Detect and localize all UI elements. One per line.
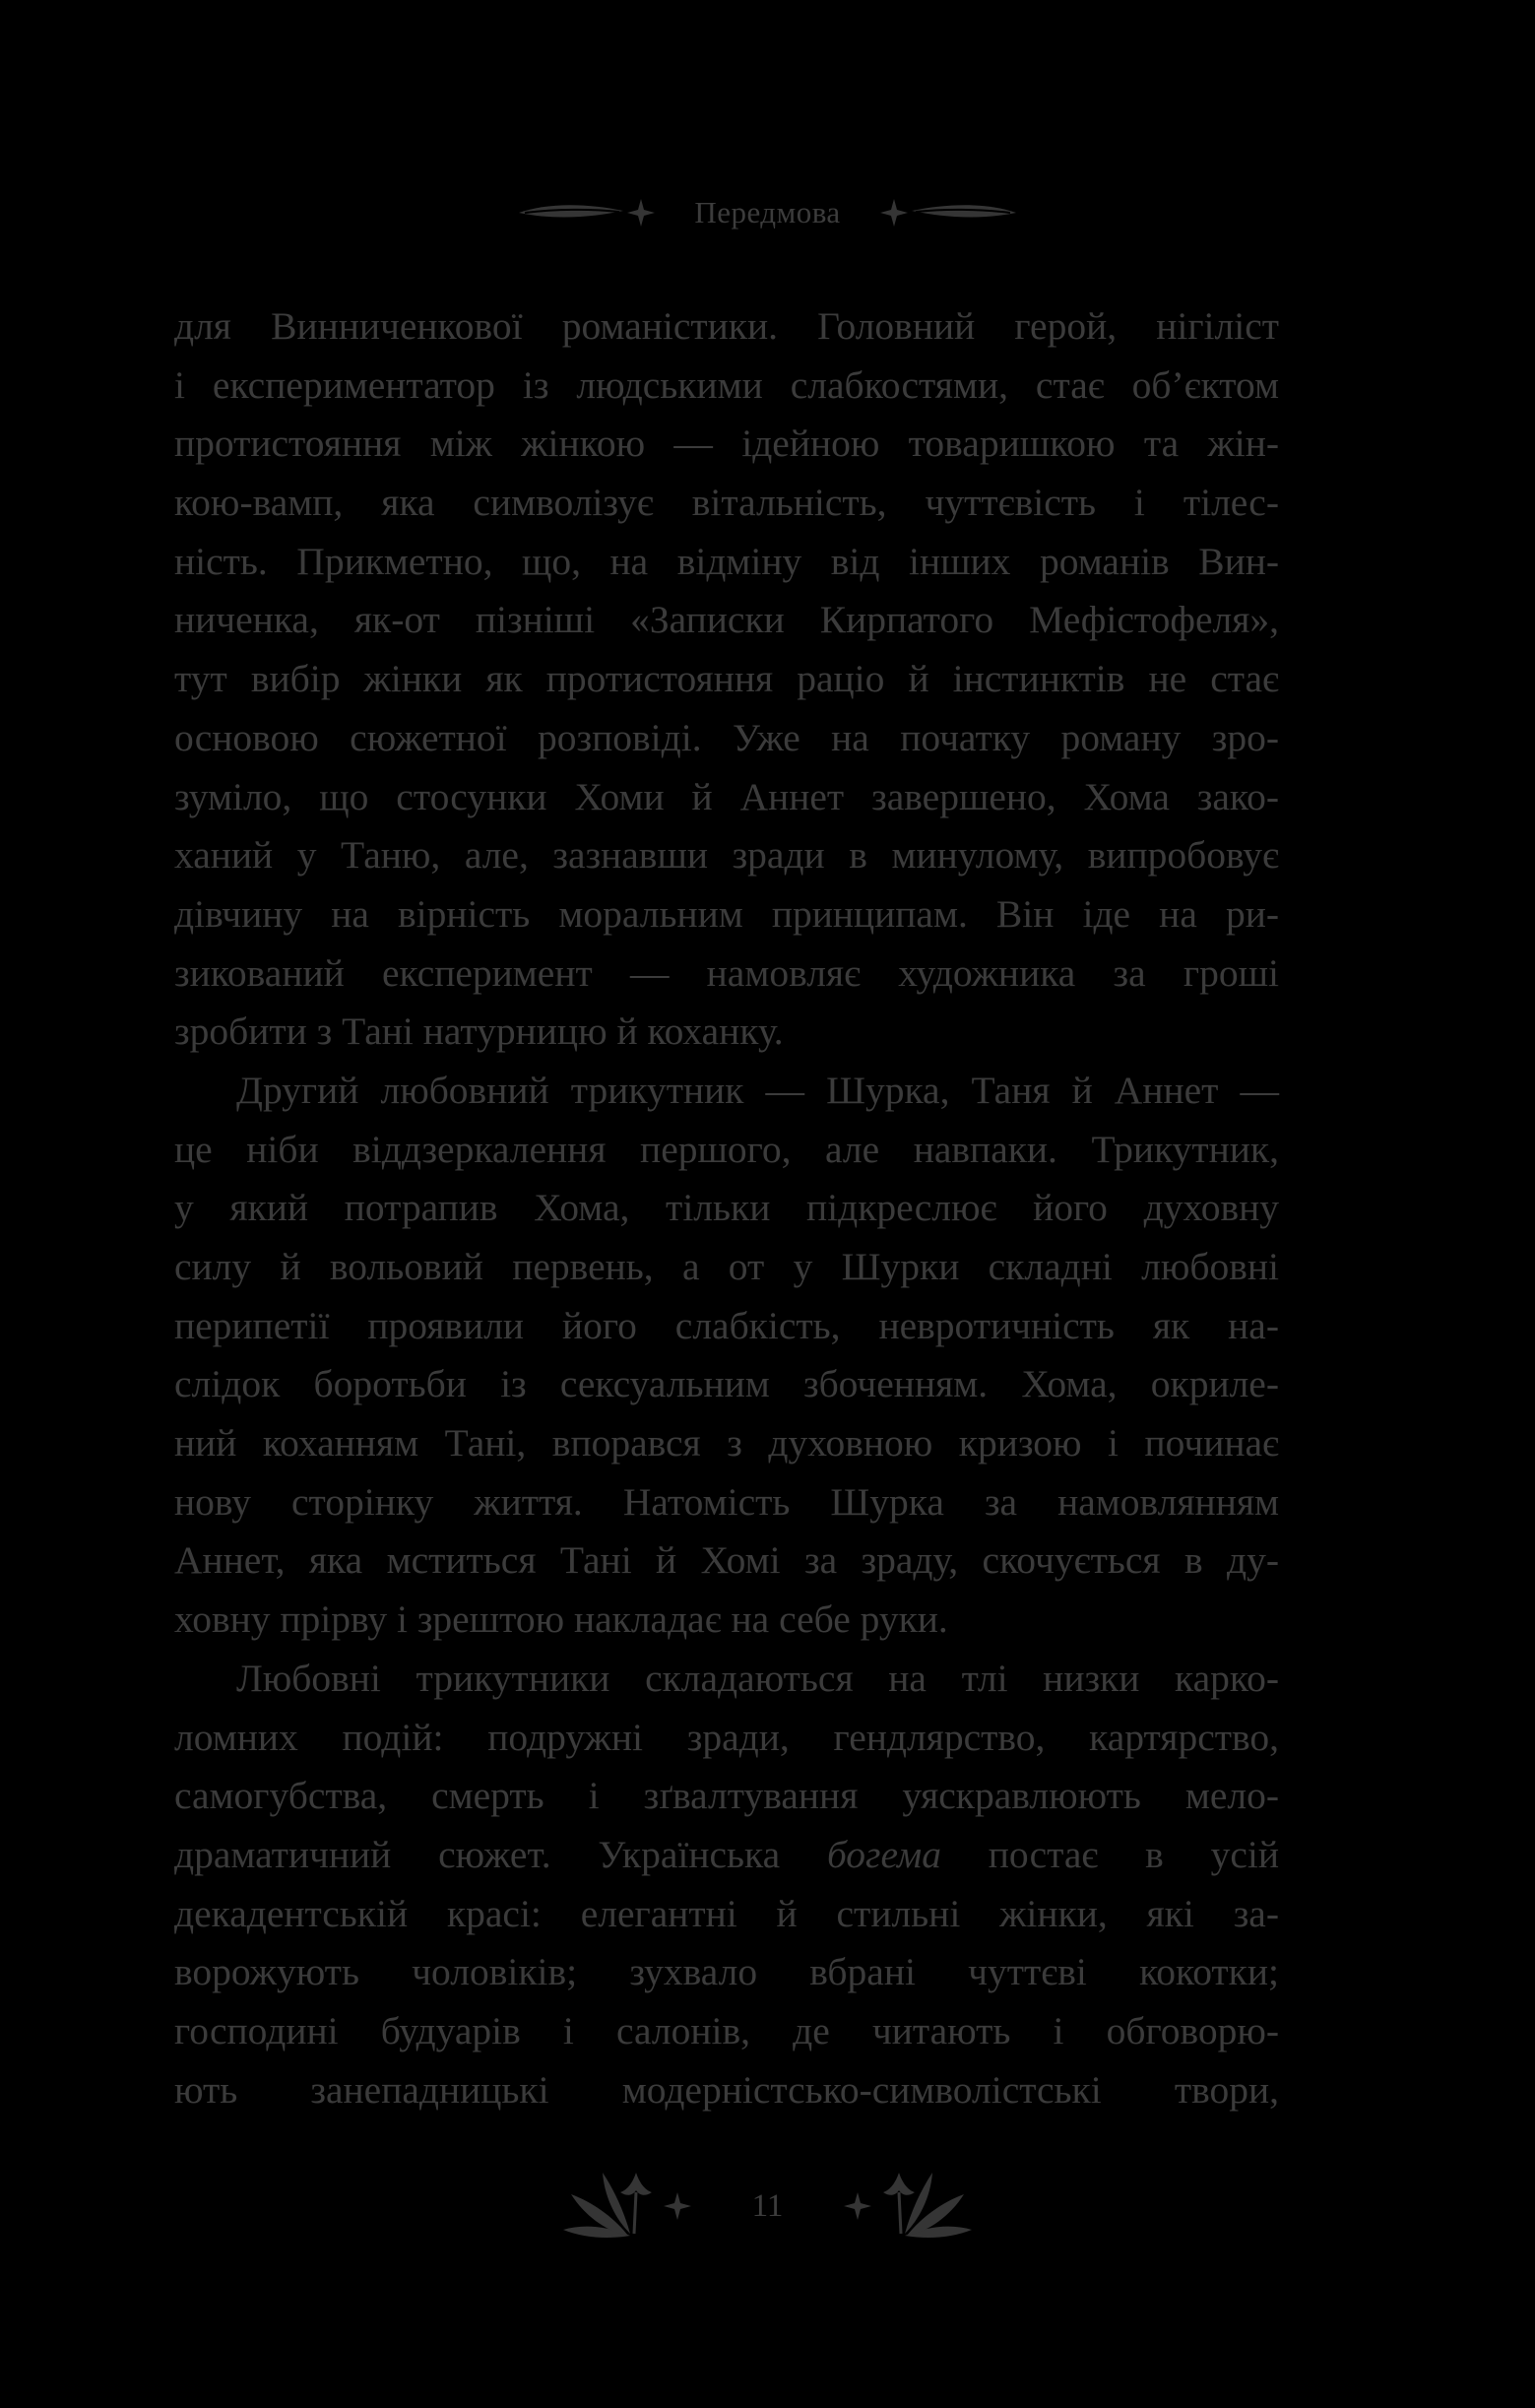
running-header xyxy=(0,187,1535,238)
text-line: для Винниченкової романістики. Головний герой, нігіліст xyxy=(174,304,1279,348)
text-line: зикований експеримент — намовляє художника за гроші xyxy=(174,950,1279,995)
text-line: силу й вольовий первень, а от у Шурки складні любовні xyxy=(174,1245,1279,1288)
text-line: ний коханням Тані, впорався з духовною кризою і починає xyxy=(174,1421,1279,1465)
text-segment: драматичний сюжет. Українська xyxy=(174,1832,827,1876)
text-line: основою сюжетної розповіді. Уже на початку роману зро- xyxy=(174,715,1279,759)
text-line: дівчину на вірність моральним принципам. Він іде на ри- xyxy=(174,891,1279,936)
page-number: 11 xyxy=(751,2187,784,2224)
text-line: декадентській красі: елегантні й стильні жінки, які за- xyxy=(174,1891,1279,1935)
text-line: тут вибір жінки як протистояння раціо й інстинктів не стає xyxy=(174,657,1279,701)
text-line: перипетії проявили його слабкість, невротичність як на- xyxy=(174,1303,1279,1347)
leaf-star-ornament-icon xyxy=(880,195,1018,230)
text-line: зробити з Тані натурницю й коханку. xyxy=(174,1009,784,1054)
text-line: ють занепадницькі модерністсько-символістські твори, xyxy=(174,2067,1279,2112)
text-line-with-italic xyxy=(174,1826,1279,1885)
leaf-star-ornament-icon xyxy=(517,195,655,230)
text-line: ховну прірву і зрештою накладає на себе руки. xyxy=(174,1597,948,1642)
text-line: у який потрапив Хома, тільки підкреслює його духовну xyxy=(174,1186,1279,1230)
text-line: господині будуарів і салонів, де читають і обговорю- xyxy=(174,2008,1279,2052)
text-line: це ніби віддзеркалення першого, але навпаки. Трикутник, xyxy=(174,1127,1279,1171)
italic-term: богема xyxy=(826,1832,941,1876)
text-line: ханий у Таню, але, зазнавши зради в минулому, випробовує xyxy=(174,833,1279,878)
text-line: кою-вамп, яка символізує вітальність, чуттєвість і тілес- xyxy=(174,481,1279,525)
paragraph-first-line: Другий любовний трикутник — Шурка, Таня й Аннет — xyxy=(236,1068,1279,1112)
text-line: слідок боротьби із сексуальним збоченням. Хома, окриле- xyxy=(174,1362,1279,1406)
text-line: зуміло, що стосунки Хоми й Аннет завершено, Хома зако- xyxy=(174,774,1279,818)
text-line: і експериментатор із людськими слабкостями, стає об’єктом xyxy=(174,362,1279,407)
page-footer xyxy=(0,2157,1535,2255)
text-line: ломних подій: подружні зради, гендлярство, картярство, xyxy=(174,1715,1279,1759)
text-line: протистояння між жінкою — ідейною товаришкою та жін- xyxy=(174,422,1279,466)
tulip-leaves-ornament-icon xyxy=(844,2167,972,2245)
text-line: ність. Прикметно, що, на відміну від інших романів Вин- xyxy=(174,539,1279,583)
running-header-title: Передмова xyxy=(694,195,841,229)
body-text xyxy=(174,297,1279,2119)
text-line: Аннет, яка мститься Тані й Хомі за зраду, скочується в ду- xyxy=(174,1538,1279,1583)
paragraph-first-line: Любовні трикутники складаються на тлі низки карко- xyxy=(236,1656,1279,1700)
text-line: самогубства, смерть і зґвалтування уяскравлюють мело- xyxy=(174,1774,1279,1818)
text-line: ниченка, як-от пізніші «Записки Кирпатого Мефістофеля», xyxy=(174,598,1279,642)
tulip-leaves-ornament-icon xyxy=(563,2167,691,2245)
text-segment: постає в усій xyxy=(940,1832,1279,1876)
text-line: нову сторінку життя. Натомість Шурка за намовлянням xyxy=(174,1479,1279,1524)
text-line: ворожують чоловіків; зухвало вбрані чуттєві кокотки; xyxy=(174,1950,1279,1994)
